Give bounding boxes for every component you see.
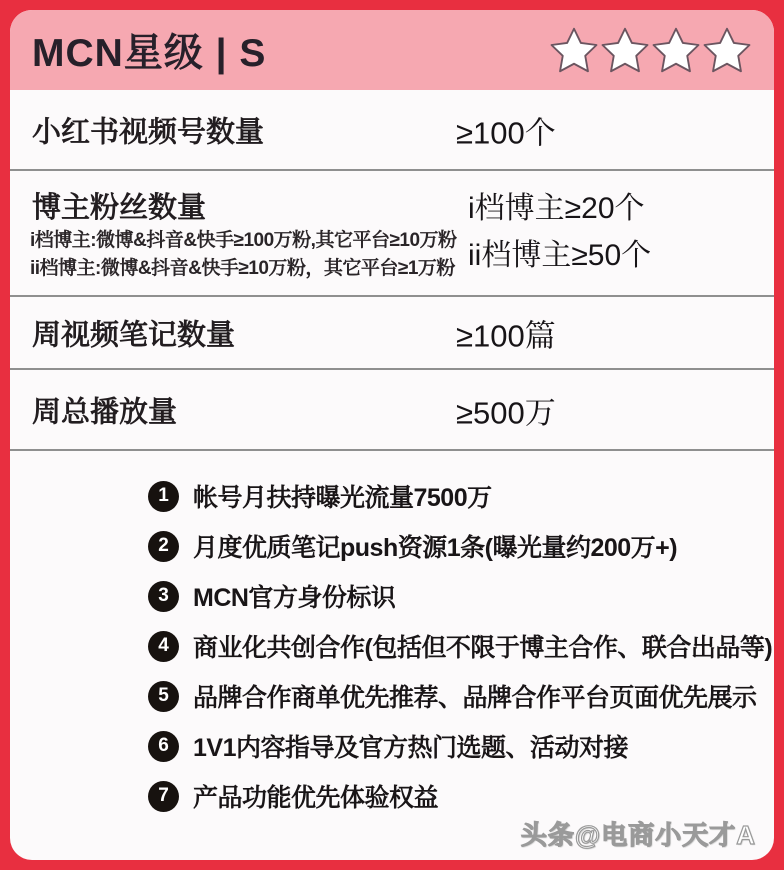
metric-value: ≥100篇 bbox=[456, 318, 556, 353]
metric-label: 周总播放量 bbox=[32, 396, 178, 428]
list-item bbox=[148, 621, 774, 671]
benefit-text: MCN官方身份标识 bbox=[193, 584, 396, 612]
benefits-list bbox=[10, 451, 774, 821]
metric-row-fans bbox=[10, 171, 774, 295]
rating-card bbox=[10, 10, 774, 860]
list-item bbox=[148, 671, 774, 721]
metric-note-line: i档博主:微博&抖音&快手≥100万粉,其它平台≥10万粉 bbox=[30, 230, 457, 251]
metric-row-weekly-plays bbox=[10, 370, 774, 449]
list-item bbox=[148, 471, 774, 521]
benefit-text: 商业化共创合作(包括但不限于博主合作、联合出品等) bbox=[193, 634, 773, 662]
numbered-circle-icon: 7 bbox=[148, 781, 179, 812]
metric-label: 博主粉丝数量 bbox=[32, 192, 207, 224]
watermark: 头条@电商小天才A bbox=[520, 820, 756, 850]
benefit-text: 月度优质笔记push资源1条(曝光量约200万+) bbox=[193, 534, 678, 562]
list-item bbox=[148, 571, 774, 621]
metric-row-weekly-notes bbox=[10, 297, 774, 368]
card-header bbox=[10, 10, 774, 90]
benefit-text: 品牌合作商单优先推荐、品牌合作平台页面优先展示 bbox=[193, 684, 757, 712]
star-icon bbox=[600, 25, 650, 75]
numbered-circle-icon: 3 bbox=[148, 581, 179, 612]
benefit-text: 产品功能优先体验权益 bbox=[193, 784, 439, 812]
star-icon bbox=[702, 25, 752, 75]
star-icon bbox=[549, 25, 599, 75]
list-item bbox=[148, 721, 774, 771]
metric-label: 周视频笔记数量 bbox=[32, 319, 236, 351]
metric-notes bbox=[30, 227, 457, 283]
metric-values bbox=[468, 185, 651, 279]
metric-value: ≥500万 bbox=[456, 395, 556, 430]
metric-value: ii档博主≥50个 bbox=[468, 239, 652, 272]
numbered-circle-icon: 6 bbox=[148, 731, 179, 762]
metric-value: i档博主≥20个 bbox=[468, 192, 645, 225]
metric-row-video-accounts bbox=[10, 90, 774, 169]
star-icon bbox=[651, 25, 701, 75]
page-title: MCN星级 | S bbox=[32, 32, 267, 75]
list-item bbox=[148, 771, 774, 821]
benefit-text: 帐号月扶持曝光流量7500万 bbox=[193, 484, 492, 512]
star-rating bbox=[549, 25, 752, 75]
metric-label: 小红书视频号数量 bbox=[32, 116, 265, 148]
list-item bbox=[148, 521, 774, 571]
numbered-circle-icon: 4 bbox=[148, 631, 179, 662]
numbered-circle-icon: 2 bbox=[148, 531, 179, 562]
metric-value: ≥100个 bbox=[456, 115, 556, 150]
numbered-circle-icon: 1 bbox=[148, 481, 179, 512]
numbered-circle-icon: 5 bbox=[148, 681, 179, 712]
metric-note-line: ii档博主:微博&抖音&快手≥10万粉，其它平台≥1万粉 bbox=[30, 258, 455, 279]
benefit-text: 1V1内容指导及官方热门选题、活动对接 bbox=[193, 734, 628, 762]
